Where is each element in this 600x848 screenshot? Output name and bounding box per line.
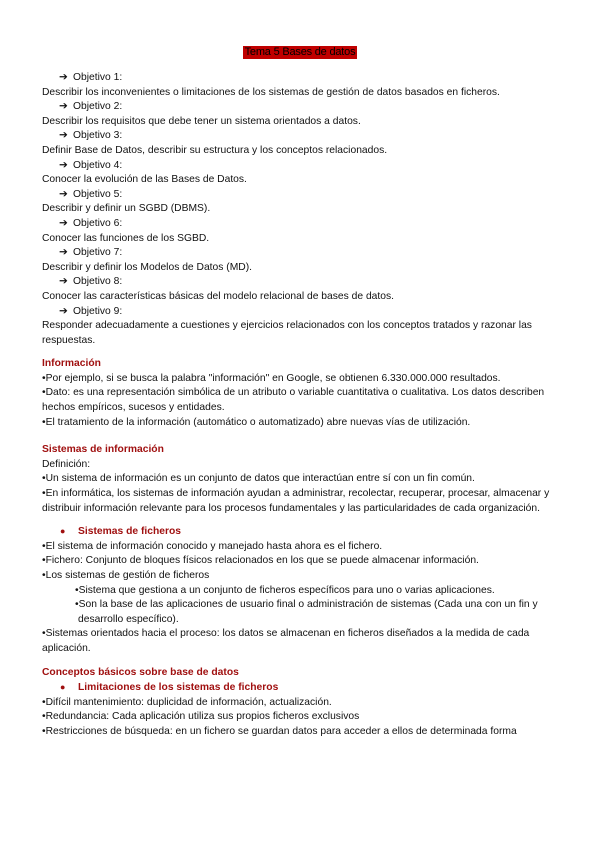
document-title: Tema 5 Bases de datos	[244, 46, 356, 58]
sub-list-item: •Sistema que gestiona a un conjunto de ficheros específicos para uno o varias aplicaciones.	[75, 584, 495, 596]
title-wrap	[0, 42, 600, 60]
objective-label: ➔ Objetivo 7:	[42, 246, 558, 261]
list-item: •El tratamiento de la información (automático o automatizado) abre nuevas vías de utilización.	[42, 416, 471, 428]
limitaciones-heading: ● Limitaciones de los sistemas de ficheros	[60, 682, 279, 694]
arrow-icon: ➔	[59, 72, 68, 83]
objective-label: ➔ Objetivo 8:	[42, 275, 558, 290]
arrow-icon: ➔	[59, 159, 68, 171]
definition-label: Definición:	[42, 458, 91, 470]
objective-label: ➔ Objetivo 2:	[42, 100, 558, 115]
bullet-icon: ●	[60, 682, 66, 693]
list-item: •Un sistema de información es un conjunto de datos que interactúan entre sí con un fin común.	[42, 473, 475, 485]
bullet-icon: ●	[60, 526, 66, 537]
ficheros-heading: ● Sistemas de ficheros	[60, 526, 182, 538]
list-item: •Difícil mantenimiento: duplicidad de información, actualización.	[42, 696, 332, 708]
arrow-icon: ➔	[59, 217, 68, 229]
objective-label: ➔ Objetivo 4:	[42, 159, 558, 174]
objective-label: ➔ Objetivo 9:	[42, 305, 558, 320]
objectives-list	[42, 71, 558, 348]
arrow-icon: ➔	[59, 188, 68, 200]
objective-text: Describir los requisitos que debe tener un sistema orientados a datos.	[42, 115, 361, 127]
list-item: •Sistemas orientados hacia el proceso: los datos se almacenan en ficheros diseñados a la medida de cada aplicación.	[42, 628, 530, 654]
conceptos-heading: Conceptos básicos sobre base de datos	[42, 666, 239, 678]
objective-text: Conocer las características básicas del modelo relacional de bases de datos.	[42, 290, 394, 302]
arrow-icon: ➔	[59, 305, 68, 317]
arrow-icon: ➔	[59, 247, 68, 259]
arrow-icon: ➔	[59, 130, 68, 142]
informacion-list	[42, 372, 558, 430]
document-body	[42, 71, 558, 740]
objective-text: Describir y definir los Modelos de Datos (MD).	[42, 261, 253, 273]
list-item: •Dato: es una representación simbólica de un atributo o variable cuantitativa o cualitativa. Los datos describen hechos empíricos, sucesos y entidades.	[42, 387, 545, 414]
objective-text: Responder adecuadamente a cuestiones y ejercicios relacionados con los conceptos tratados y razonar las respuestas.	[42, 320, 532, 346]
informacion-heading: Información	[42, 358, 101, 370]
objective-label: ➔ Objetivo 1:	[42, 71, 558, 86]
objective-text: Definir Base de Datos, describir su estructura y los conceptos relacionados.	[42, 144, 388, 156]
list-item: •Redundancia: Cada aplicación utiliza sus propios ficheros exclusivos	[42, 711, 360, 723]
list-item: •En informática, los sistemas de información ayudan a administrar, recolectar, recuperar, procesar, almacenar y distribuir información relevante para los procesos fundamentales y las particularidades de cada organización.	[42, 488, 550, 514]
objective-text: Describir y definir un SGBD (DBMS).	[42, 203, 211, 215]
objective-label: ➔ Objetivo 5:	[42, 188, 558, 203]
arrow-icon: ➔	[59, 101, 68, 113]
objective-label: ➔ Objetivo 6:	[42, 217, 558, 232]
list-item: •Los sistemas de gestión de ficheros	[42, 570, 210, 581]
list-item: •Restricciones de búsqueda: en un fichero se guardan datos para acceder a ellos de determinada forma	[42, 725, 517, 737]
list-item: •Por ejemplo, si se busca la palabra "información" en Google, se obtienen 6.330.000.000 resultados.	[42, 372, 501, 384]
objective-label: ➔ Objetivo 3:	[42, 129, 558, 144]
arrow-icon: ➔	[59, 276, 68, 288]
list-item: •Fichero: Conjunto de bloques físicos relacionados en los que se puede almacenar información.	[42, 555, 479, 567]
objective-text: Conocer la evolución de las Bases de Datos.	[42, 174, 247, 186]
sub-list-item: •Son la base de las aplicaciones de usuario final o administración de sistemas (Cada una con un fin y desarrollo específico).	[75, 599, 538, 625]
objective-text: Describir los inconvenientes o limitaciones de los sistemas de gestión de datos basados en ficheros.	[42, 86, 500, 98]
sistemas-heading: Sistemas de información	[42, 444, 164, 456]
list-item: •El sistema de información conocido y manejado hasta ahora es el fichero.	[42, 540, 383, 552]
objective-text: Conocer las funciones de los SGBD.	[42, 232, 210, 244]
